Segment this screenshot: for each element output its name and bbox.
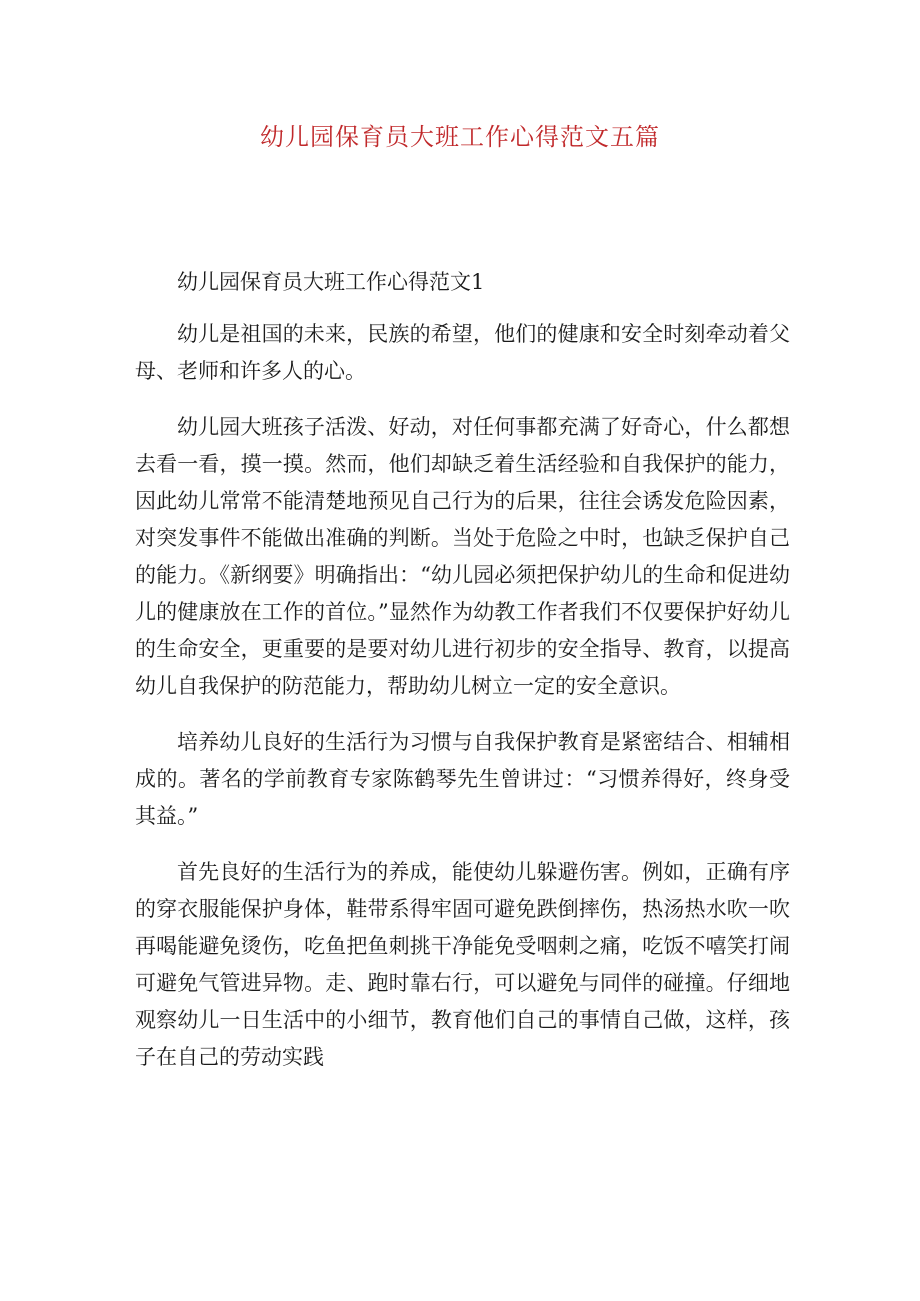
paragraph-3: 培养幼儿良好的生活行为习惯与自我保护教育是紧密结合、相辅相成的。著名的学前教育专家陈鹤琴先生曾讲过：“习惯养得好，终身受其益。” (135, 730, 790, 828)
paragraph-4: 首先良好的生活行为的养成，能使幼儿躲避伤害。例如，正确有序的穿衣服能保护身体，鞋带系得牢固可避免跌倒摔伤，热汤热水吹一吹再喝能避免烫伤，吃鱼把鱼刺挑干净能免受咽刺之痛，吃饭不嘻笑打闹可避免气管进异物。走、跑时靠右行，可以避免与同伴的碰撞。仔细地观察幼儿一日生活中的小细节，教育他们自己的事情自己做，这样，孩子在自己的劳动实践 (135, 860, 790, 1069)
document-title: 幼儿园保育员大班工作心得范文五篇 (260, 123, 660, 151)
document-body (135, 264, 790, 1095)
paragraph-1: 幼儿是祖国的未来，民族的希望，他们的健康和安全时刻牵动着父母、老师和许多人的心。 (135, 322, 790, 383)
paragraph-2: 幼儿园大班孩子活泼、好动，对任何事都充满了好奇心，什么都想去看一看，摸一摸。然而，他们却缺乏着生活经验和自我保护的能力，因此幼儿常常不能清楚地预见自己行为的后果，往往会诱发危险因素，对突发事件不能做出准确的判断。当处于危险之中时，也缺乏保护自己的能力。《新纲要》明确指出：“幼儿园必须把保护幼儿的生命和促进幼儿的健康放在工作的首位。”显然作为幼教工作者我们不仅要保护好幼儿的生命安全，更重要的是要对幼儿进行初步的安全指导、教育，以提高幼儿自我保护的防范能力，帮助幼儿树立一定的安全意识。 (135, 415, 790, 698)
section-heading: 幼儿园保育员大班工作心得范文1 (177, 270, 485, 294)
